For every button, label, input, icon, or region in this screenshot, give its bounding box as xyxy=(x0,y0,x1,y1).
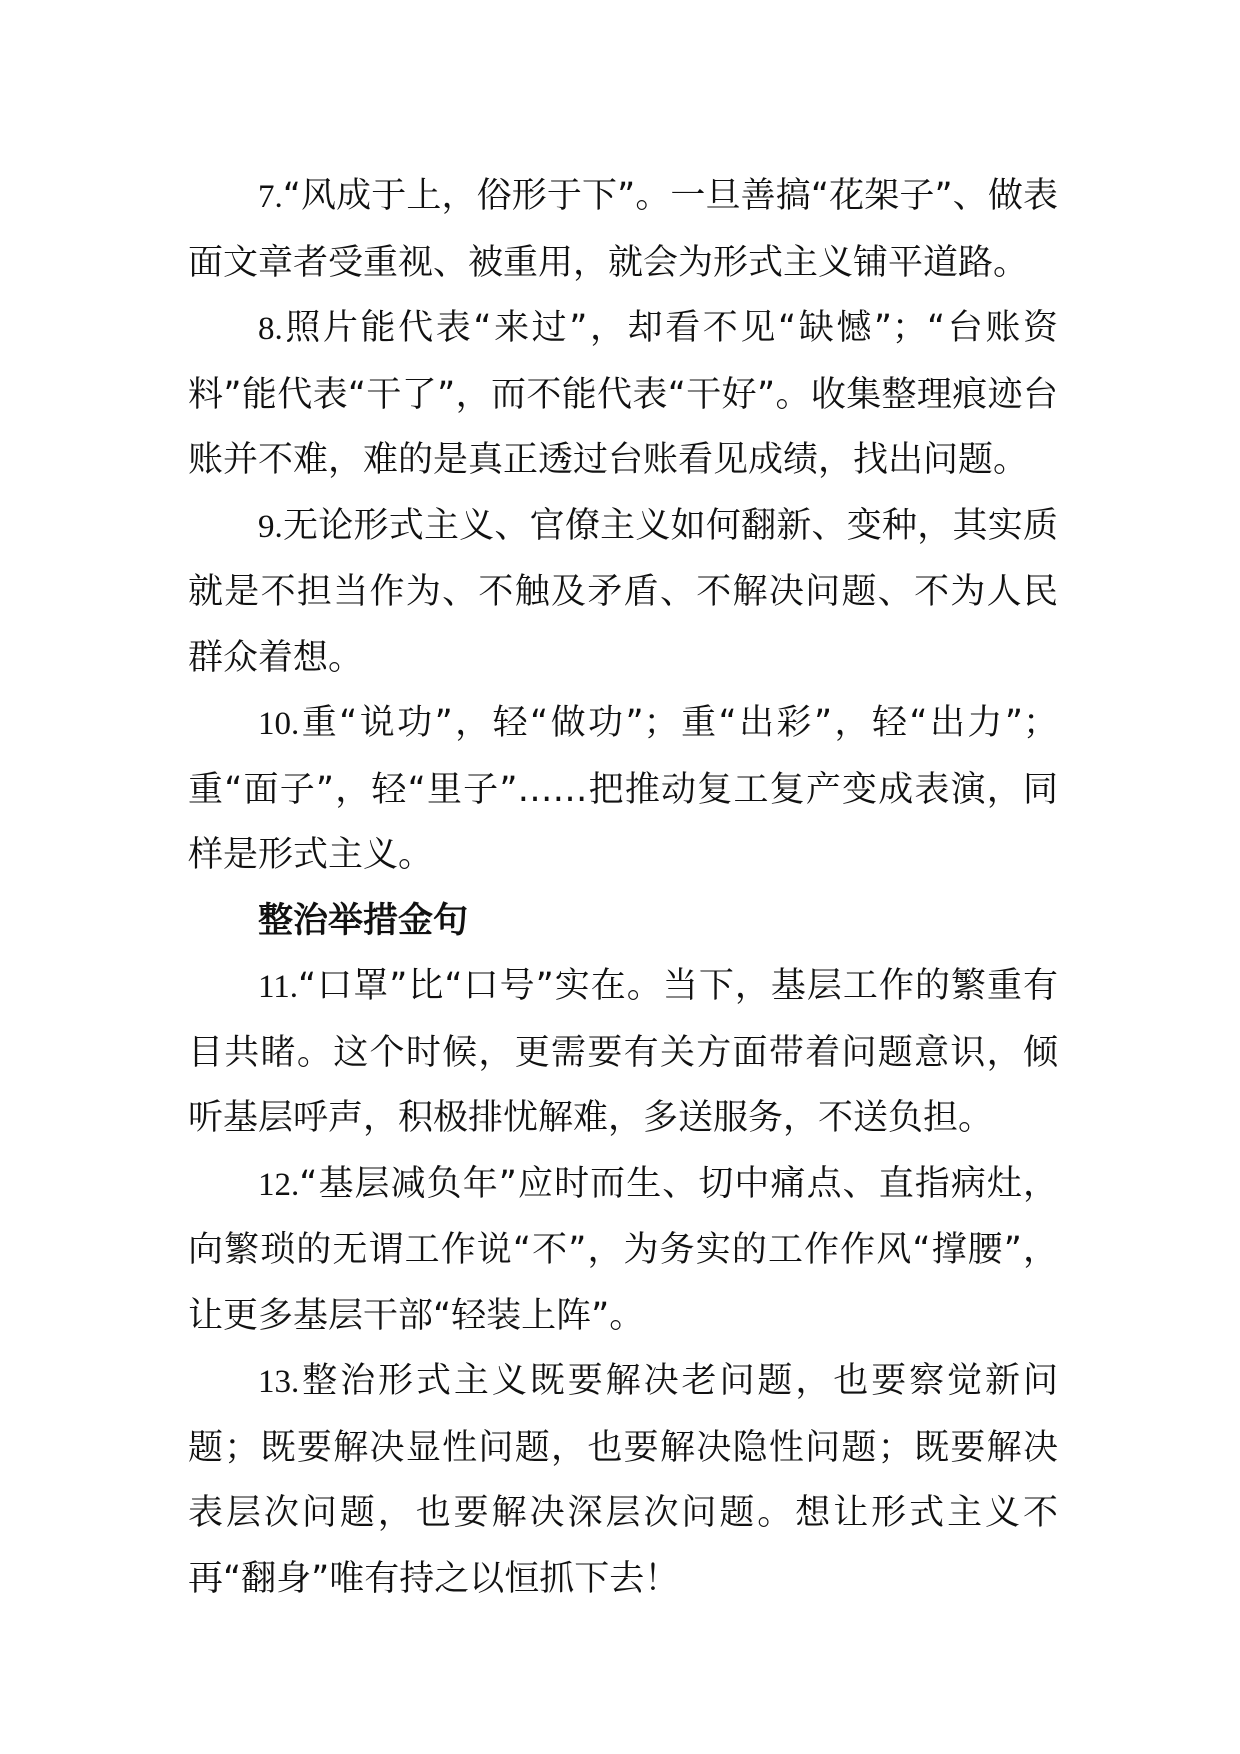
document-page xyxy=(188,164,1058,1612)
paragraph-8 xyxy=(188,296,1058,494)
section-heading: 整治举措金句 xyxy=(258,900,469,941)
paragraph-number: 9. xyxy=(258,508,283,545)
paragraph-text: 整治形式主义既要解决老问题，也要察觉新问题；既要解决显性问题，也要解决隐性问题；既要解决表层次问题，也要解决深层次问题。想让形式主义不再“翻身”唯有持之以恒抓下去！ xyxy=(188,1361,1058,1599)
paragraph-9 xyxy=(188,494,1058,692)
paragraph-13 xyxy=(188,1349,1058,1612)
paragraph-11 xyxy=(188,954,1058,1152)
paragraph-text: 无论形式主义、官僚主义如何翻新、变种，其实质就是不担当作为、不触及矛盾、不解决问题、不为人民群众着想。 xyxy=(188,505,1058,678)
paragraph-text: “风成于上，俗形于下”。一旦善搞“花架子”、做表面文章者受重视、被重用，就会为形式主义铺平道路。 xyxy=(188,176,1058,283)
paragraph-number: 7. xyxy=(258,179,283,215)
paragraph-number: 13. xyxy=(258,1364,300,1400)
paragraph-text: “基层减负年”应时而生、切中痛点、直指病灶，向繁琐的无谓工作说“不”，为务实的工作作风“撑腰”，让更多基层干部“轻装上阵”。 xyxy=(188,1163,1058,1336)
paragraph-number: 8. xyxy=(258,311,283,347)
paragraph-number: 10. xyxy=(258,706,300,742)
paragraph-text: “口罩”比“口号”实在。当下，基层工作的繁重有目共睹。这个时候，更需要有关方面带着问题意识，倾听基层呼声，积极排忧解难，多送服务，不送负担。 xyxy=(188,966,1058,1138)
paragraph-number: 11. xyxy=(258,969,299,1005)
paragraph-7 xyxy=(188,164,1058,296)
paragraph-number: 12. xyxy=(258,1166,300,1203)
paragraph-text: 照片能代表“来过”，却看不见“缺憾”；“台账资料”能代表“干了”，而不能代表“干好”。收集整理痕迹台账并不难，难的是真正透过台账看见成绩，找出问题。 xyxy=(188,308,1058,480)
paragraph-text: 重“说功”，轻“做功”；重“出彩”，轻“出力”；重“面子”，轻“里子”……把推动复工复产变成表演，同样是形式主义。 xyxy=(188,703,1058,875)
paragraph-12 xyxy=(188,1152,1058,1350)
paragraph-10 xyxy=(188,691,1058,889)
